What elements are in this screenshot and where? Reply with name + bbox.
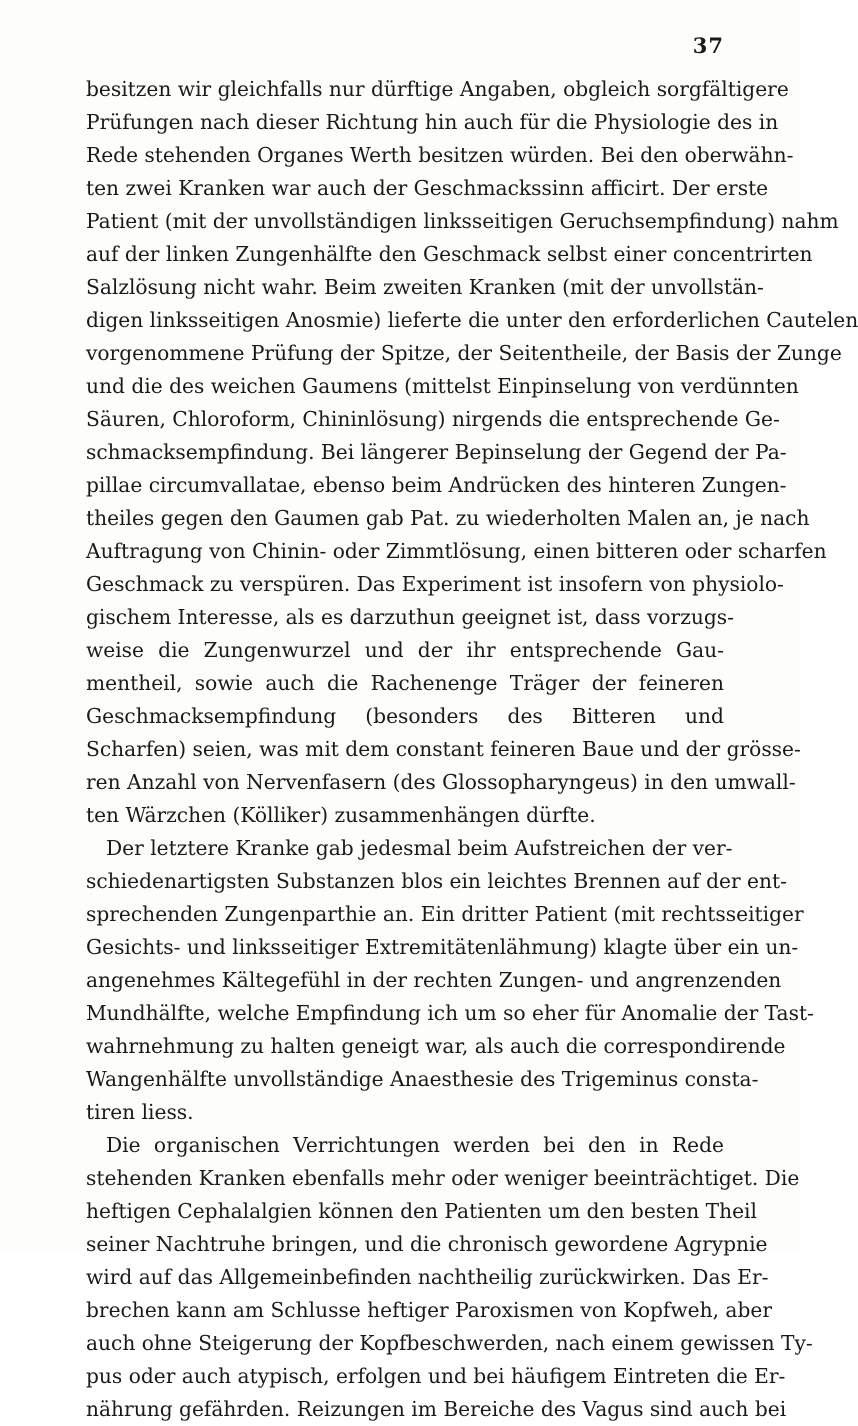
text-line: digen linksseitigen Anosmie) lieferte die unter den erforderlichen Cautelen bbox=[86, 308, 858, 332]
body-text bbox=[86, 73, 858, 1426]
text-line: sprechenden Zungenparthie an. Ein dritter Patient (mit rechtsseitiger bbox=[86, 902, 804, 926]
text-line: Geschmack zu verspüren. Das Experiment ist insofern von physiolo- bbox=[86, 572, 784, 596]
text-line: ren Anzahl von Nervenfasern (des Glossopharyngeus) in den umwall- bbox=[86, 770, 796, 794]
page-number: 37 bbox=[692, 33, 724, 58]
text-line: Auftragung von Chinin- oder Zimmtlösung, einen bitteren oder scharfen bbox=[86, 539, 827, 563]
text-line: auf der linken Zungenhälfte den Geschmack selbst einer concentrirten bbox=[86, 242, 813, 266]
text-line: gischem Interesse, als es darzuthun geeignet ist, dass vorzugs- bbox=[86, 605, 734, 629]
text-line: wahrnehmung zu halten geneigt war, als auch die correspondirende bbox=[86, 1034, 786, 1058]
text-line: Der letztere Kranke gab jedesmal beim Aufstreichen der ver- bbox=[106, 836, 733, 860]
text-line: weise die Zungenwurzel und der ihr entsprechende Gau- bbox=[86, 638, 724, 662]
text-line: besitzen wir gleichfalls nur dürftige Angaben, obgleich sorgfältigere bbox=[86, 77, 789, 101]
text-line: heftigen Cephalalgien können den Patienten um den besten Theil bbox=[86, 1199, 757, 1223]
text-line: tiren liess. bbox=[86, 1100, 194, 1124]
text-line: angenehmes Kältegefühl in der rechten Zungen- und angrenzenden bbox=[86, 968, 782, 992]
text-line: und die des weichen Gaumens (mittelst Einpinselung von verdünnten bbox=[86, 374, 799, 398]
text-line: Geschmacksempfindung (besonders des Bitteren und bbox=[86, 704, 724, 728]
text-line: wird auf das Allgemeinbefinden nachtheilig zurückwirken. Das Er- bbox=[86, 1265, 769, 1289]
text-line: auch ohne Steigerung der Kopfbeschwerden, nach einem gewissen Ty- bbox=[86, 1331, 813, 1355]
text-line: seiner Nachtruhe bringen, und die chronisch gewordene Agrypnie bbox=[86, 1232, 768, 1256]
text-line: brechen kann am Schlusse heftiger Paroxismen von Kopfweh, aber bbox=[86, 1298, 772, 1322]
text-line: mentheil, sowie auch die Rachenenge Träger der feineren bbox=[86, 671, 724, 695]
text-line: pillae circumvallatae, ebenso beim Andrücken des hinteren Zungen- bbox=[86, 473, 787, 497]
text-line: schmacksempfindung. Bei längerer Bepinselung der Gegend der Pa- bbox=[86, 440, 787, 464]
text-line: Säuren, Chloroform, Chininlösung) nirgends die entsprechende Ge- bbox=[86, 407, 780, 431]
text-line: schiedenartigsten Substanzen blos ein leichtes Brennen auf der ent- bbox=[86, 869, 787, 893]
text-line: theiles gegen den Gaumen gab Pat. zu wiederholten Malen an, je nach bbox=[86, 506, 810, 530]
text-line: Gesichts- und linksseitiger Extremitätenlähmung) klagte über ein un- bbox=[86, 935, 799, 959]
text-line: Die organischen Verrichtungen werden bei den in Rede bbox=[106, 1133, 724, 1157]
text-line: Prüfungen nach dieser Richtung hin auch für die Physiologie des in bbox=[86, 110, 779, 134]
text-line: Rede stehenden Organes Werth besitzen würden. Bei den oberwähn- bbox=[86, 143, 794, 167]
text-line: pus oder auch atypisch, erfolgen und bei häufigem Eintreten die Er- bbox=[86, 1364, 786, 1388]
text-line: Scharfen) seien, was mit dem constant feineren Baue und der grösse- bbox=[86, 737, 801, 761]
text-line: Salzlösung nicht wahr. Beim zweiten Kranken (mit der unvollstän- bbox=[86, 275, 764, 299]
text-line: stehenden Kranken ebenfalls mehr oder weniger beeinträchtiget. Die bbox=[86, 1166, 800, 1190]
text-line: Mundhälfte, welche Empfindung ich um so eher für Anomalie der Tast- bbox=[86, 1001, 814, 1025]
text-line: Wangenhälfte unvollständige Anaesthesie des Trigeminus consta- bbox=[86, 1067, 759, 1091]
text-line: vorgenommene Prüfung der Spitze, der Seitentheile, der Basis der Zunge bbox=[86, 341, 842, 365]
text-line: ten Wärzchen (Kölliker) zusammenhängen dürfte. bbox=[86, 803, 596, 827]
text-line: nährung gefährden. Reizungen im Bereiche des Vagus sind auch bei bbox=[86, 1397, 787, 1421]
text-line: Patient (mit der unvollständigen linksseitigen Geruchsempfindung) nahm bbox=[86, 209, 839, 233]
text-line: ten zwei Kranken war auch der Geschmackssinn afficirt. Der erste bbox=[86, 176, 769, 200]
